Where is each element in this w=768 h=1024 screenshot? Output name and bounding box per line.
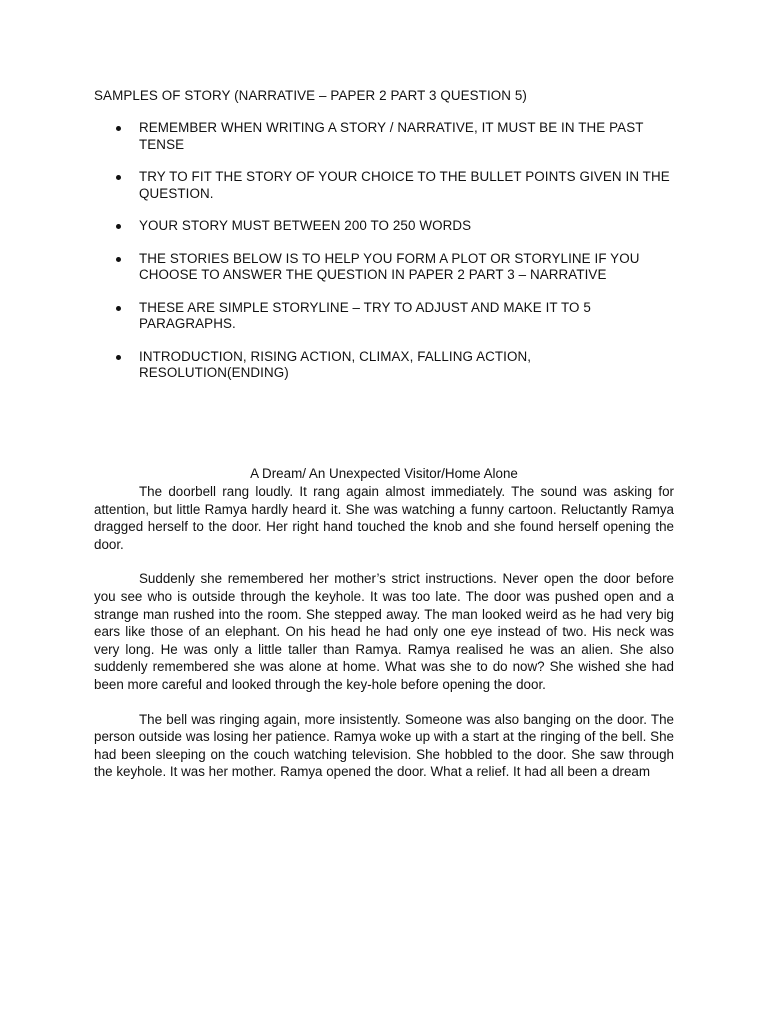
story-body	[94, 483, 674, 798]
list-item	[94, 349, 684, 382]
list-item-text: TRY TO FIT THE STORY OF YOUR CHOICE TO THE BULLET POINTS GIVEN IN THE QUESTION.	[139, 169, 670, 201]
story-paragraph: Suddenly she remembered her mother’s strict instructions. Never open the door before you see who is outside through the keyhole. It was too late. The door was pushed open and a strange man rushed into the room. She stepped away. The man looked weird as he had very big ears like those of an elephant. On his head he had only one eye instead of two. His neck was very long. He was only a little taller than Ramya. Ramya realised he was an alien. She also suddenly remembered she was alone at home. What was she to do now? She wished she had been more careful and looked through the key-hole before opening the door.	[94, 571, 674, 692]
list-item	[94, 169, 684, 202]
list-item-text: REMEMBER WHEN WRITING A STORY / NARRATIVE, IT MUST BE IN THE PAST TENSE	[139, 120, 644, 152]
list-item-text: THE STORIES BELOW IS TO HELP YOU FORM A PLOT OR STORYLINE IF YOU CHOOSE TO ANSWER THE QUESTION IN PAPER 2 PART 3 – NARRATIVE	[139, 250, 640, 282]
story-title: A Dream/ An Unexpected Visitor/Home Alone	[250, 466, 518, 481]
bullet-icon	[116, 126, 121, 131]
list-item	[94, 251, 684, 284]
bullet-icon	[116, 175, 121, 180]
document-heading: SAMPLES OF STORY (NARRATIVE – PAPER 2 PART 3 QUESTION 5)	[94, 88, 527, 103]
list-item-text: YOUR STORY MUST BETWEEN 200 TO 250 WORDS	[139, 218, 472, 233]
bullet-icon	[116, 224, 121, 229]
list-item-text: THESE ARE SIMPLE STORYLINE – TRY TO ADJUST AND MAKE IT TO 5 PARAGRAPHS.	[139, 299, 591, 331]
list-item	[94, 218, 684, 235]
story-paragraph: The bell was ringing again, more insistently. Someone was also banging on the door. The person outside was losing her patience. Ramya woke up with a start at the ringing of the bell. She had been sleeping on the couch watching television. She hobbled to the door. She saw through the keyhole. It was her mother. Ramya opened the door. What a relief. It had all been a dream	[94, 711, 674, 780]
instruction-list	[94, 120, 684, 398]
bullet-icon	[116, 306, 121, 311]
bullet-icon	[116, 257, 121, 262]
list-item-text: INTRODUCTION, RISING ACTION, CLIMAX, FALLING ACTION, RESOLUTION(ENDING)	[139, 348, 532, 380]
list-item	[94, 300, 684, 333]
story-paragraph: The doorbell rang loudly. It rang again almost immediately. The sound was asking for attention, but little Ramya hardly heard it. She was watching a funny cartoon. Reluctantly Ramya dragged herself to the door. Her right hand touched the knob and she found herself opening the door.	[94, 484, 674, 552]
list-item	[94, 120, 684, 153]
bullet-icon	[116, 355, 121, 360]
